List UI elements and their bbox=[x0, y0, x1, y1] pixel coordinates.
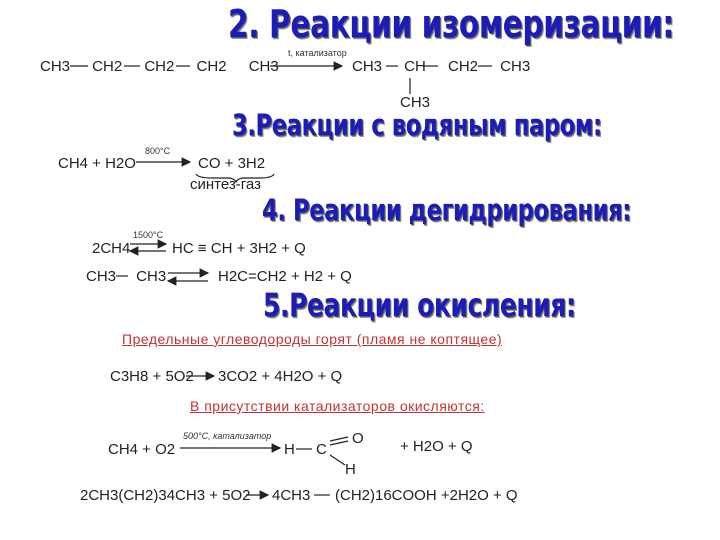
isomerization-branch: CH3 bbox=[400, 94, 431, 111]
oxidation-reaction3-product-b: (CH2)16COOH +2H2O + Q bbox=[335, 487, 518, 504]
dehydrogenation-reaction1-right: HC ≡ CH + 3H2 + Q bbox=[172, 240, 306, 257]
heading-dehydrogenation: 4. Реакции дегидрирования: bbox=[262, 193, 631, 227]
steam-products: CO + 3H2 bbox=[198, 155, 266, 172]
oxidation-reaction1-left: C3H8 + 5O2 bbox=[110, 368, 194, 385]
isomerization-product: CH3 CH CH2 CH3 bbox=[352, 58, 531, 75]
dehydrogenation-reaction2-right: H2C=CH2 + H2 + Q bbox=[218, 268, 352, 285]
syngas-label: синтез-газ bbox=[190, 176, 261, 193]
oxidation-reaction3-left: 2CH3(CH2)34CH3 + 5O2 bbox=[80, 487, 251, 504]
oxidation-reaction1-right: 3CO2 + 4H2O + Q bbox=[218, 368, 343, 385]
dehydrogenation-reaction2-left: CH3 CH3 bbox=[86, 268, 167, 285]
formaldehyde-h-bottom: H bbox=[345, 461, 356, 478]
isomerization-reactant: CH3 CH2 CH2 CH2 CH3 bbox=[40, 58, 279, 75]
oxidation-reaction2-condition: 500°C, катализатор bbox=[183, 431, 272, 441]
formaldehyde-oxygen: O bbox=[352, 430, 364, 447]
oxidation-reaction3-product-a: 4CH3 bbox=[272, 487, 311, 504]
isomerization-condition: t, катализатор bbox=[288, 48, 347, 58]
steam-temperature: 800°C bbox=[145, 146, 171, 156]
note-burning: Предельные углеводороды горят (пламя не коптящее) bbox=[122, 331, 503, 347]
dehydrogenation-reaction1-left: 2CH4 bbox=[92, 240, 131, 257]
oxidation-reaction2-left: CH4 + O2 bbox=[108, 441, 176, 458]
formaldehyde-h-left: H bbox=[284, 441, 295, 458]
heading-steam-reactions: 3.Реакции с водяным паром: bbox=[232, 108, 602, 142]
formaldehyde-carbon: C bbox=[316, 441, 327, 458]
steam-reactants: CH4 + H2O bbox=[58, 155, 136, 172]
heading-oxidation: 5.Реакции окисления: bbox=[263, 286, 576, 324]
oxidation-reaction2-right: + H2O + Q bbox=[400, 438, 473, 455]
heading-isomerization: 2. Реакции изомеризации: bbox=[228, 2, 674, 46]
note-catalyst: В присутствии катализаторов окисляются: bbox=[190, 398, 485, 414]
dehydrogenation-temperature: 1500°C bbox=[133, 230, 164, 240]
